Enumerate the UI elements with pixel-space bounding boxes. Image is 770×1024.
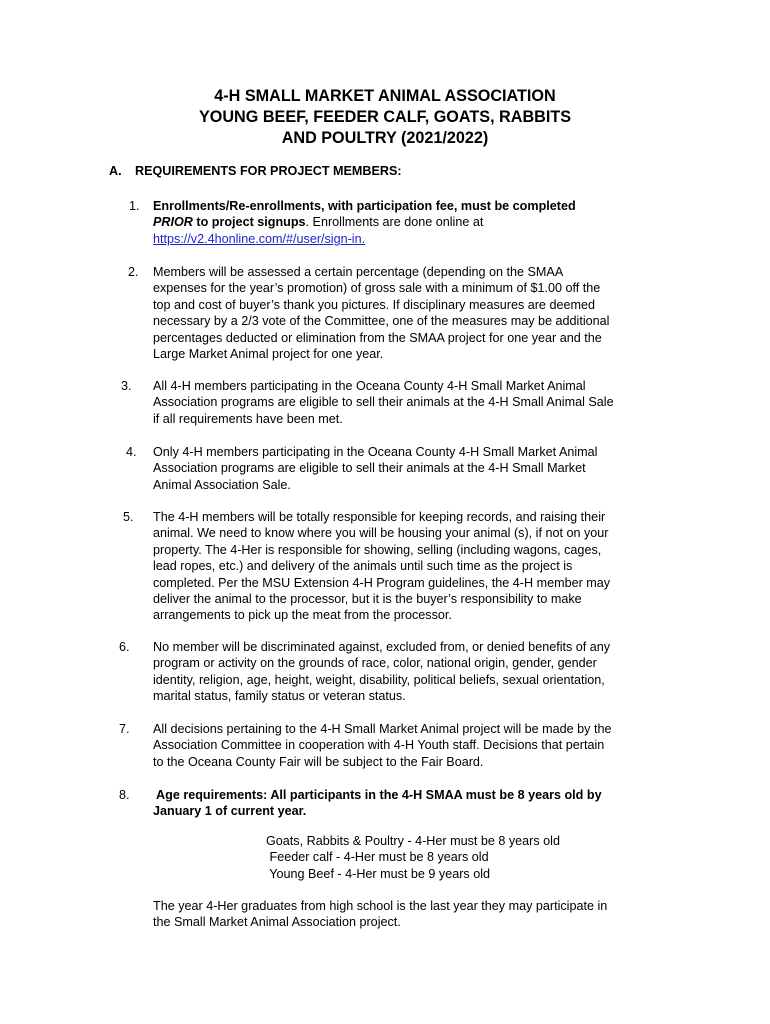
item-line: All decisions pertaining to the 4-H Small Market Animal project will be made by the [153, 722, 612, 736]
item-line: completed. Per the MSU Extension 4-H Program guidelines, the 4-H member may [153, 575, 611, 590]
item-line: identity, religion, age, height, weight, disability, political beliefs, sexual orientation, [153, 672, 605, 687]
item-line: if all requirements have been met. [153, 411, 343, 426]
item-body [153, 198, 673, 247]
item-number: 1. [129, 199, 140, 213]
item-line: Enrollments/Re-enrollments, with participation fee, must be completed [153, 199, 576, 213]
age-requirement: Goats, Rabbits & Poultry - 4-Her must be 8 years old [266, 834, 560, 848]
item-line: All 4-H members participating in the Oceana County 4-H Small Market Animal [153, 379, 586, 393]
enrollment-online-text: . Enrollments are done online at [305, 215, 484, 230]
item-number: 4. [126, 445, 137, 459]
item-line: No member will be discriminated against, excluded from, or denied benefits of any [153, 640, 611, 654]
item-line: Animal Association Sale. [153, 477, 291, 492]
section-letter: A. [109, 164, 122, 178]
item-line: necessary by a 2/3 vote of the Committee, one of the measures may be additional [153, 314, 610, 329]
note-line: The year 4-Her graduates from high school is the last year they may participate in [153, 899, 608, 913]
enrollment-link[interactable]: https://v2.4honline.com/#/user/sign-in. [153, 231, 366, 246]
item-number: 3. [121, 379, 132, 393]
item-line: Age requirements: All participants in the 4-H SMAA must be 8 years old by [153, 788, 602, 802]
item-body [153, 787, 673, 820]
item-number: 6. [119, 640, 130, 654]
item-line: property. The 4-Her is responsible for showing, selling (including wagons, cages, [153, 542, 602, 557]
age-requirement: Feeder calf - 4-Her must be 8 years old [266, 850, 489, 865]
item-line: Association programs are eligible to sell their animals at the 4-H Small Market [153, 461, 586, 476]
note-line: the Small Market Animal Association project. [153, 915, 401, 930]
item-body [153, 444, 673, 493]
item-line: Association Committee in cooperation with 4-H Youth staff. Decisions that pertain [153, 738, 605, 753]
item-line: arrangements to pick up the meat from the processor. [153, 608, 452, 623]
section-a-heading [109, 163, 402, 179]
item-line: expenses for the year’s promotion) of gross sale with a minimum of $1.00 off the [153, 281, 601, 296]
section-title: REQUIREMENTS FOR PROJECT MEMBERS: [135, 164, 402, 178]
age-requirement: Young Beef - 4-Her must be 9 years old [266, 866, 491, 881]
graduation-note [153, 898, 673, 931]
item-body [153, 721, 673, 770]
item-number: 7. [119, 722, 130, 736]
item-body [153, 509, 673, 624]
document-title [0, 86, 770, 149]
item-line: The 4-H members will be totally responsible for keeping records, and raising their [153, 510, 606, 524]
item-line: to the Oceana County Fair will be subject to the Fair Board. [153, 754, 484, 769]
item-line: deliver the animal to the processor, but it is the buyer’s responsibility to make [153, 592, 582, 607]
item-number: 5. [123, 510, 134, 524]
title-line-1: 4-H SMALL MARKET ANIMAL ASSOCIATION [214, 87, 556, 105]
prior-emphasis: PRIOR [153, 215, 193, 230]
item-number: 8. [119, 788, 130, 802]
item-line: Large Market Animal project for one year. [153, 347, 384, 362]
age-requirements-list [266, 833, 560, 882]
item-line: marital status, family status or veteran status. [153, 689, 406, 704]
item-line: percentages deducted or elimination from the SMAA project for one year and the [153, 330, 602, 345]
title-line-2: YOUNG BEEF, FEEDER CALF, GOATS, RABBITS [198, 108, 572, 126]
item-line: lead ropes, etc.) and delivery of the animals until such time as the project is [153, 559, 573, 574]
item-line: Only 4-H members participating in the Oceana County 4-H Small Market Animal [153, 445, 598, 459]
item-body [153, 378, 673, 427]
item-body [153, 264, 673, 362]
item-line: program or activity on the grounds of race, color, national origin, gender, gender [153, 656, 597, 671]
project-signups-text: to project signups [192, 215, 306, 230]
item-body [153, 639, 673, 705]
item-line: Members will be assessed a certain percentage (depending on the SMAA [153, 265, 564, 279]
item-number: 2. [128, 265, 139, 279]
item-line: Association programs are eligible to sell their animals at the 4-H Small Animal Sale [153, 395, 614, 410]
item-line: top and cost of buyer’s thank you pictures. If disciplinary measures are deemed [153, 297, 595, 312]
item-line: January 1 of current year. [153, 804, 307, 819]
title-line-3: AND POULTRY (2021/2022) [281, 129, 489, 147]
item-line: animal. We need to know where you will be housing your animal (s), if not on your [153, 526, 609, 541]
